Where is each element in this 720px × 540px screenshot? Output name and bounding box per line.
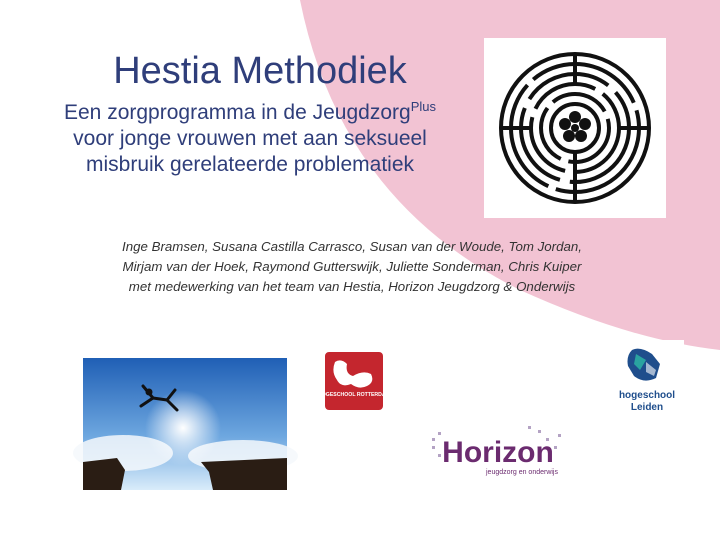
authors-line-3: met medewerking van het team van Hestia, Horizon Jeugdzorg & Onderwijs xyxy=(128,279,576,294)
leiden-logo-line-1: hogeschool xyxy=(618,390,676,401)
authors-line-1: Inge Bramsen, Susana Castilla Carrasco, Susan van der Woude, Tom Jordan, xyxy=(122,239,582,254)
subtitle-line-2: voor jonge vrouwen met aan seksueel xyxy=(73,127,427,150)
rotterdam-logo-text: HOGESCHOOL ROTTERDAM xyxy=(318,392,390,398)
hogeschool-leiden-logo xyxy=(610,340,684,420)
horizon-logo xyxy=(428,424,568,484)
hogeschool-rotterdam-logo xyxy=(318,352,390,410)
slide-subtitle xyxy=(30,100,470,178)
leiden-logo-line-2: Leiden xyxy=(630,402,664,413)
subtitle-line-1: Een zorgprogramma in de Jeugdzorg xyxy=(64,101,411,124)
subtitle-superscript: Plus xyxy=(410,99,436,114)
horizon-logo-tagline: jeugdzorg en onderwijs xyxy=(486,469,558,476)
horizon-logo-name: Horizon xyxy=(442,436,554,469)
labyrinth-image xyxy=(484,38,666,218)
authors-block xyxy=(70,237,634,297)
slide-title: Hestia Methodiek xyxy=(113,50,407,92)
authors-line-2: Mirjam van der Hoek, Raymond Gutterswijk, Juliette Sonderman, Chris Kuiper xyxy=(122,259,582,274)
leaping-man-photo xyxy=(83,358,287,490)
subtitle-line-3: misbruik gerelateerde problematiek xyxy=(86,153,414,176)
labyrinth-icon xyxy=(484,38,666,218)
